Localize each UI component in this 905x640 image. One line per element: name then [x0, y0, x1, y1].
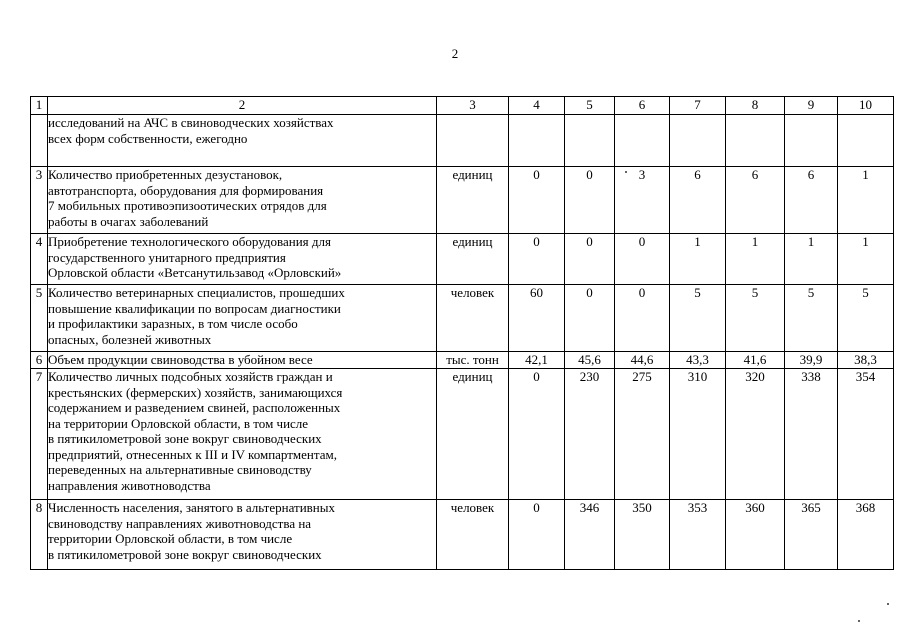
- value-cell: 42,1: [509, 352, 565, 369]
- description-line: на территории Орловской области, в том числе: [48, 415, 309, 431]
- value-cell: 354: [838, 369, 894, 500]
- row-number: 6: [31, 352, 48, 369]
- indicator-description: [48, 352, 437, 369]
- unit-cell: единиц: [437, 167, 509, 234]
- header-cell: 8: [726, 97, 785, 115]
- value-cell: 0: [565, 167, 615, 234]
- table-row: [31, 500, 894, 570]
- description-line: Объем продукции свиноводства в убойном весе: [48, 352, 313, 367]
- row-number: 3: [31, 167, 48, 234]
- description-line: направления животноводства: [48, 477, 211, 493]
- value-cell: 320: [726, 369, 785, 500]
- value-cell: 43,3: [670, 352, 726, 369]
- value-cell: 0: [565, 285, 615, 352]
- indicators-table: [30, 96, 894, 570]
- indicator-description: [48, 167, 437, 234]
- value-cell: 1: [670, 234, 726, 285]
- value-cell: 5: [726, 285, 785, 352]
- header-cell: 7: [670, 97, 726, 115]
- value-cell: 44,6: [615, 352, 670, 369]
- indicator-description: [48, 369, 437, 500]
- value-cell: [838, 115, 894, 167]
- description-line: территории Орловской области, в том числе: [48, 531, 293, 546]
- description-line: содержанием и разведением свиней, расположенных: [48, 400, 341, 415]
- value-cell: 350: [615, 500, 670, 570]
- description-line: переведенных на альтернативные свиноводству: [48, 462, 312, 477]
- value-cell: [726, 115, 785, 167]
- row-number: 7: [31, 369, 48, 500]
- value-cell: [670, 115, 726, 167]
- value-cell: 338: [785, 369, 838, 500]
- value-cell: [565, 115, 615, 167]
- value-cell: 6: [726, 167, 785, 234]
- description-line: в пятикилометровой зоне вокруг свиноводческих: [48, 546, 322, 562]
- indicator-description: [48, 234, 437, 285]
- value-cell: 5: [785, 285, 838, 352]
- value-cell: 6: [785, 167, 838, 234]
- row-number: 4: [31, 234, 48, 285]
- table-row: [31, 167, 894, 234]
- header-cell: 9: [785, 97, 838, 115]
- header-cell: 2: [48, 97, 437, 115]
- page-number: 2: [451, 46, 459, 61]
- value-cell: [615, 115, 670, 167]
- unit-cell: единиц: [437, 234, 509, 285]
- description-line: работы в очагах заболеваний: [48, 213, 209, 229]
- table-row: [31, 115, 894, 167]
- value-cell: 0: [615, 285, 670, 352]
- value-cell: 230: [565, 369, 615, 500]
- scan-speck: [887, 603, 889, 605]
- row-number: [31, 115, 48, 167]
- value-cell: 0: [509, 167, 565, 234]
- value-cell: 1: [785, 234, 838, 285]
- value-cell: 1: [838, 167, 894, 234]
- description-line: свиноводству направлениях животноводства на: [48, 515, 312, 531]
- description-line: автотранспорта, оборудования для формирования: [48, 182, 324, 198]
- value-cell: 310: [670, 369, 726, 500]
- value-cell: 1: [838, 234, 894, 285]
- header-cell: 10: [838, 97, 894, 115]
- value-cell: 3: [615, 167, 670, 234]
- description-line: 7 мобильных противоэпизоотических отрядов для: [48, 198, 327, 213]
- table-body: [31, 97, 894, 570]
- value-cell: [785, 115, 838, 167]
- description-line: всех форм собственности, ежегодно: [48, 130, 248, 146]
- value-cell: 0: [509, 369, 565, 500]
- header-cell: 6: [615, 97, 670, 115]
- value-cell: 0: [509, 234, 565, 285]
- value-cell: 346: [565, 500, 615, 570]
- header-cell: 5: [565, 97, 615, 115]
- unit-cell: человек: [437, 500, 509, 570]
- description-line: Приобретение технологического оборудования для: [48, 234, 331, 249]
- unit-cell: тыс. тонн: [437, 352, 509, 369]
- indicator-description: [48, 285, 437, 352]
- value-cell: 41,6: [726, 352, 785, 369]
- value-cell: 0: [565, 234, 615, 285]
- header-cell: 4: [509, 97, 565, 115]
- value-cell: 5: [670, 285, 726, 352]
- description-line: Количество ветеринарных специалистов, прошедших: [48, 285, 345, 300]
- description-line: в пятикилометровой зоне вокруг свиноводческих: [48, 431, 322, 446]
- scan-speck: [858, 620, 860, 622]
- header-cell: 1: [31, 97, 48, 115]
- description-line: опасных, болезней животных: [48, 331, 212, 347]
- unit-cell: единиц: [437, 369, 509, 500]
- value-cell: 45,6: [565, 352, 615, 369]
- description-line: Количество приобретенных дезустановок,: [48, 167, 283, 182]
- description-line: повышение квалификации по вопросам диагностики: [48, 300, 341, 316]
- value-cell: 365: [785, 500, 838, 570]
- scan-speck: [625, 171, 627, 173]
- value-cell: 353: [670, 500, 726, 570]
- table-header-row: [31, 97, 894, 115]
- indicator-description: [48, 500, 437, 570]
- description-line: крестьянских (фермерских) хозяйств, занимающихся: [48, 384, 343, 400]
- value-cell: 1: [726, 234, 785, 285]
- description-line: Количество личных подсобных хозяйств граждан и: [48, 369, 333, 384]
- value-cell: 5: [838, 285, 894, 352]
- description-line: и профилактики заразных, в том числе особо: [48, 316, 298, 331]
- value-cell: 38,3: [838, 352, 894, 369]
- unit-cell: [437, 115, 509, 167]
- value-cell: 60: [509, 285, 565, 352]
- value-cell: 0: [509, 500, 565, 570]
- table-row: [31, 285, 894, 352]
- value-cell: 0: [615, 234, 670, 285]
- table-row: [31, 234, 894, 285]
- description-line: исследований на АЧС в свиноводческих хозяйствах: [48, 115, 334, 130]
- unit-cell: человек: [437, 285, 509, 352]
- value-cell: 368: [838, 500, 894, 570]
- value-cell: 39,9: [785, 352, 838, 369]
- indicator-description: [48, 115, 437, 167]
- value-cell: [509, 115, 565, 167]
- row-number: 8: [31, 500, 48, 570]
- description-line: государственного унитарного предприятия: [48, 249, 286, 265]
- row-number: 5: [31, 285, 48, 352]
- value-cell: 360: [726, 500, 785, 570]
- table-row: [31, 352, 894, 369]
- description-line: предприятий, отнесенных к III и IV компартментам,: [48, 446, 337, 462]
- description-line: Численность населения, занятого в альтернативных: [48, 500, 335, 515]
- header-cell: 3: [437, 97, 509, 115]
- table-row: [31, 369, 894, 500]
- value-cell: 275: [615, 369, 670, 500]
- description-line: Орловской области «Ветсанутильзавод «Орловский»: [48, 265, 342, 280]
- value-cell: 6: [670, 167, 726, 234]
